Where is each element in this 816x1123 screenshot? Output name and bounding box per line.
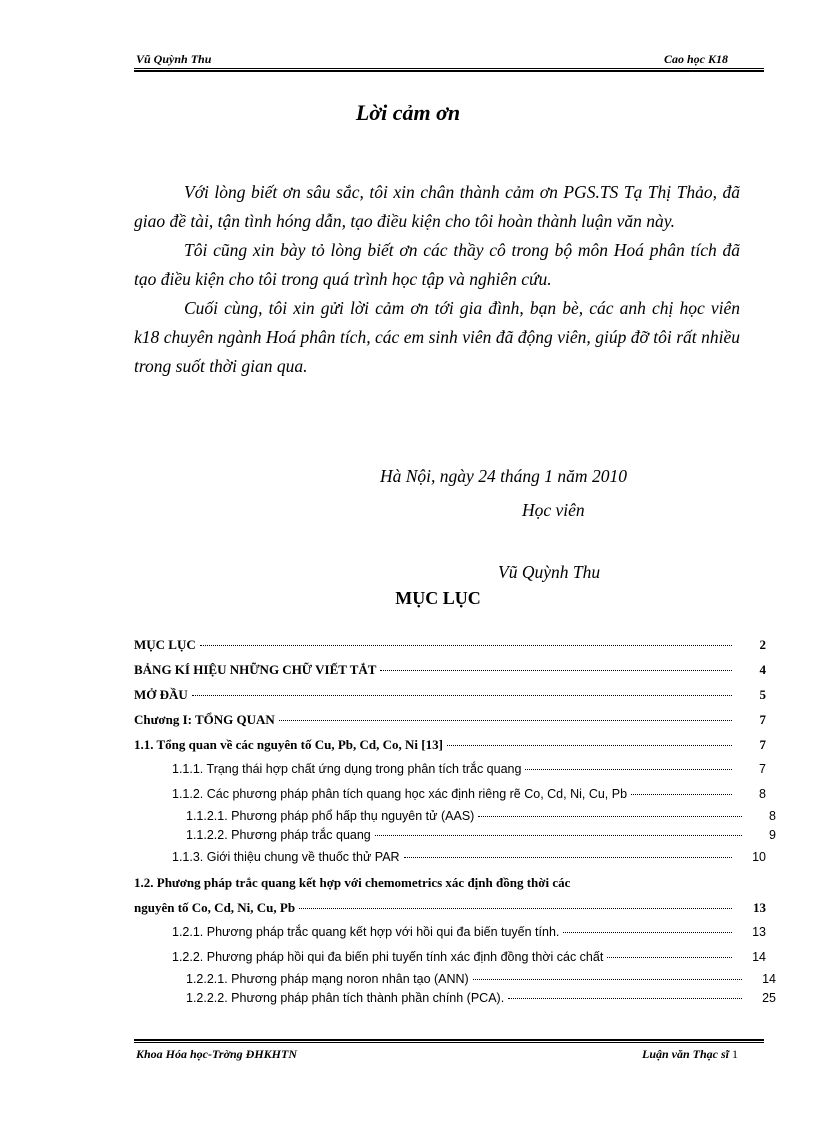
toc-title: MỤC LỤC — [395, 588, 481, 608]
acknowledgement-body — [134, 178, 740, 381]
toc-entry[interactable]: Chương I: TỔNG QUAN 7 — [134, 712, 766, 727]
toc-entry[interactable]: MỞ ĐẦU 5 — [134, 687, 766, 702]
acknowledgement-paragraph: Với lòng biết ơn sâu sắc, tôi xin chân thành cảm ơn PGS.TS Tạ Thị Thảo, đã giao đề tài, tận tình hóng dẫn, tạo điều kiện cho tôi hoàn thành luận văn này. — [134, 182, 740, 231]
toc-entry[interactable]: 1.1.1. Trạng thái hợp chất ứng dụng trong phân tích trắc quang 7 — [172, 762, 766, 776]
acknowledgement-paragraph: Cuối cùng, tôi xin gửi lời cảm ơn tới gia đình, bạn bè, các anh chị học viên k18 chuyên ngành Hoá phân tích, các em sinh viên đã động viên, giúp đỡ tôi rất nhiều trong suốt thời gian qua. — [134, 298, 740, 376]
toc-entry[interactable]: MỤC LỤC 2 — [134, 637, 766, 652]
toc-entry[interactable]: 1.2.1. Phương pháp trắc quang kết hợp với hồi qui đa biến tuyến tính. 13 — [172, 925, 766, 939]
toc-entry[interactable]: 1.2. Phương pháp trắc quang kết hợp với chemometrics xác định đồng thời các nguyên tố Co, Cd, Ni, Cu, Pb 13 — [134, 875, 766, 915]
toc-entry[interactable]: 1.1.2.2. Phương pháp trắc quang 9 — [186, 828, 776, 842]
toc-entry[interactable]: BẢNG KÍ HIỆU NHỮNG CHỮ VIẾT TẮT 4 — [134, 662, 766, 677]
page-number: 1 — [732, 1047, 738, 1061]
acknowledgement-paragraph: Tôi cũng xin bày tỏ lòng biết ơn các thầy cô trong bộ môn Hoá phân tích đã tạo điều kiện cho tôi trong quá trình học tập và nghiên cứu. — [134, 240, 740, 289]
signature-name: Vũ Quỳnh Thu — [498, 562, 601, 582]
toc-entry[interactable]: 1.2.2. Phương pháp hồi qui đa biến phi tuyến tính xác định đồng thời các chất 14 — [172, 950, 766, 964]
footer-faculty: Khoa Hóa học-Trờng ĐHKHTN — [136, 1047, 298, 1061]
page-header — [134, 50, 764, 69]
acknowledgement-title: Lời cảm ơn — [355, 100, 461, 125]
header-course: Cao học K18 — [663, 52, 728, 66]
toc-entry[interactable]: 1.1.3. Giới thiệu chung về thuốc thử PAR 10 — [172, 850, 766, 864]
table-of-contents — [134, 632, 776, 1008]
signature-role: Học viên — [522, 500, 585, 520]
toc-entry[interactable]: 1.2.2.2. Phương pháp phân tích thành phần chính (PCA). 25 — [186, 991, 776, 1005]
toc-entry[interactable]: 1.1.2. Các phương pháp phân tích quang học xác định riêng rẽ Co, Cd, Ni, Cu, Pb 8 — [172, 787, 766, 801]
footer-thesis: Luận văn Thạc sĩ 1 — [641, 1047, 738, 1061]
page-footer — [134, 1042, 764, 1067]
toc-entry[interactable]: 1.1.2.1. Phương pháp phổ hấp thụ nguyên tử (AAS) 8 — [186, 809, 776, 823]
toc-entry[interactable]: 1.1. Tổng quan về các nguyên tố Cu, Pb, Cd, Co, Ni [13] 7 — [134, 737, 766, 752]
signature-date: Hà Nội, ngày 24 tháng 1 năm 2010 — [380, 466, 627, 486]
header-author: Vũ Quỳnh Thu — [136, 52, 212, 66]
toc-entry[interactable]: 1.2.2.1. Phương pháp mạng noron nhân tạo (ANN) 14 — [186, 972, 776, 986]
